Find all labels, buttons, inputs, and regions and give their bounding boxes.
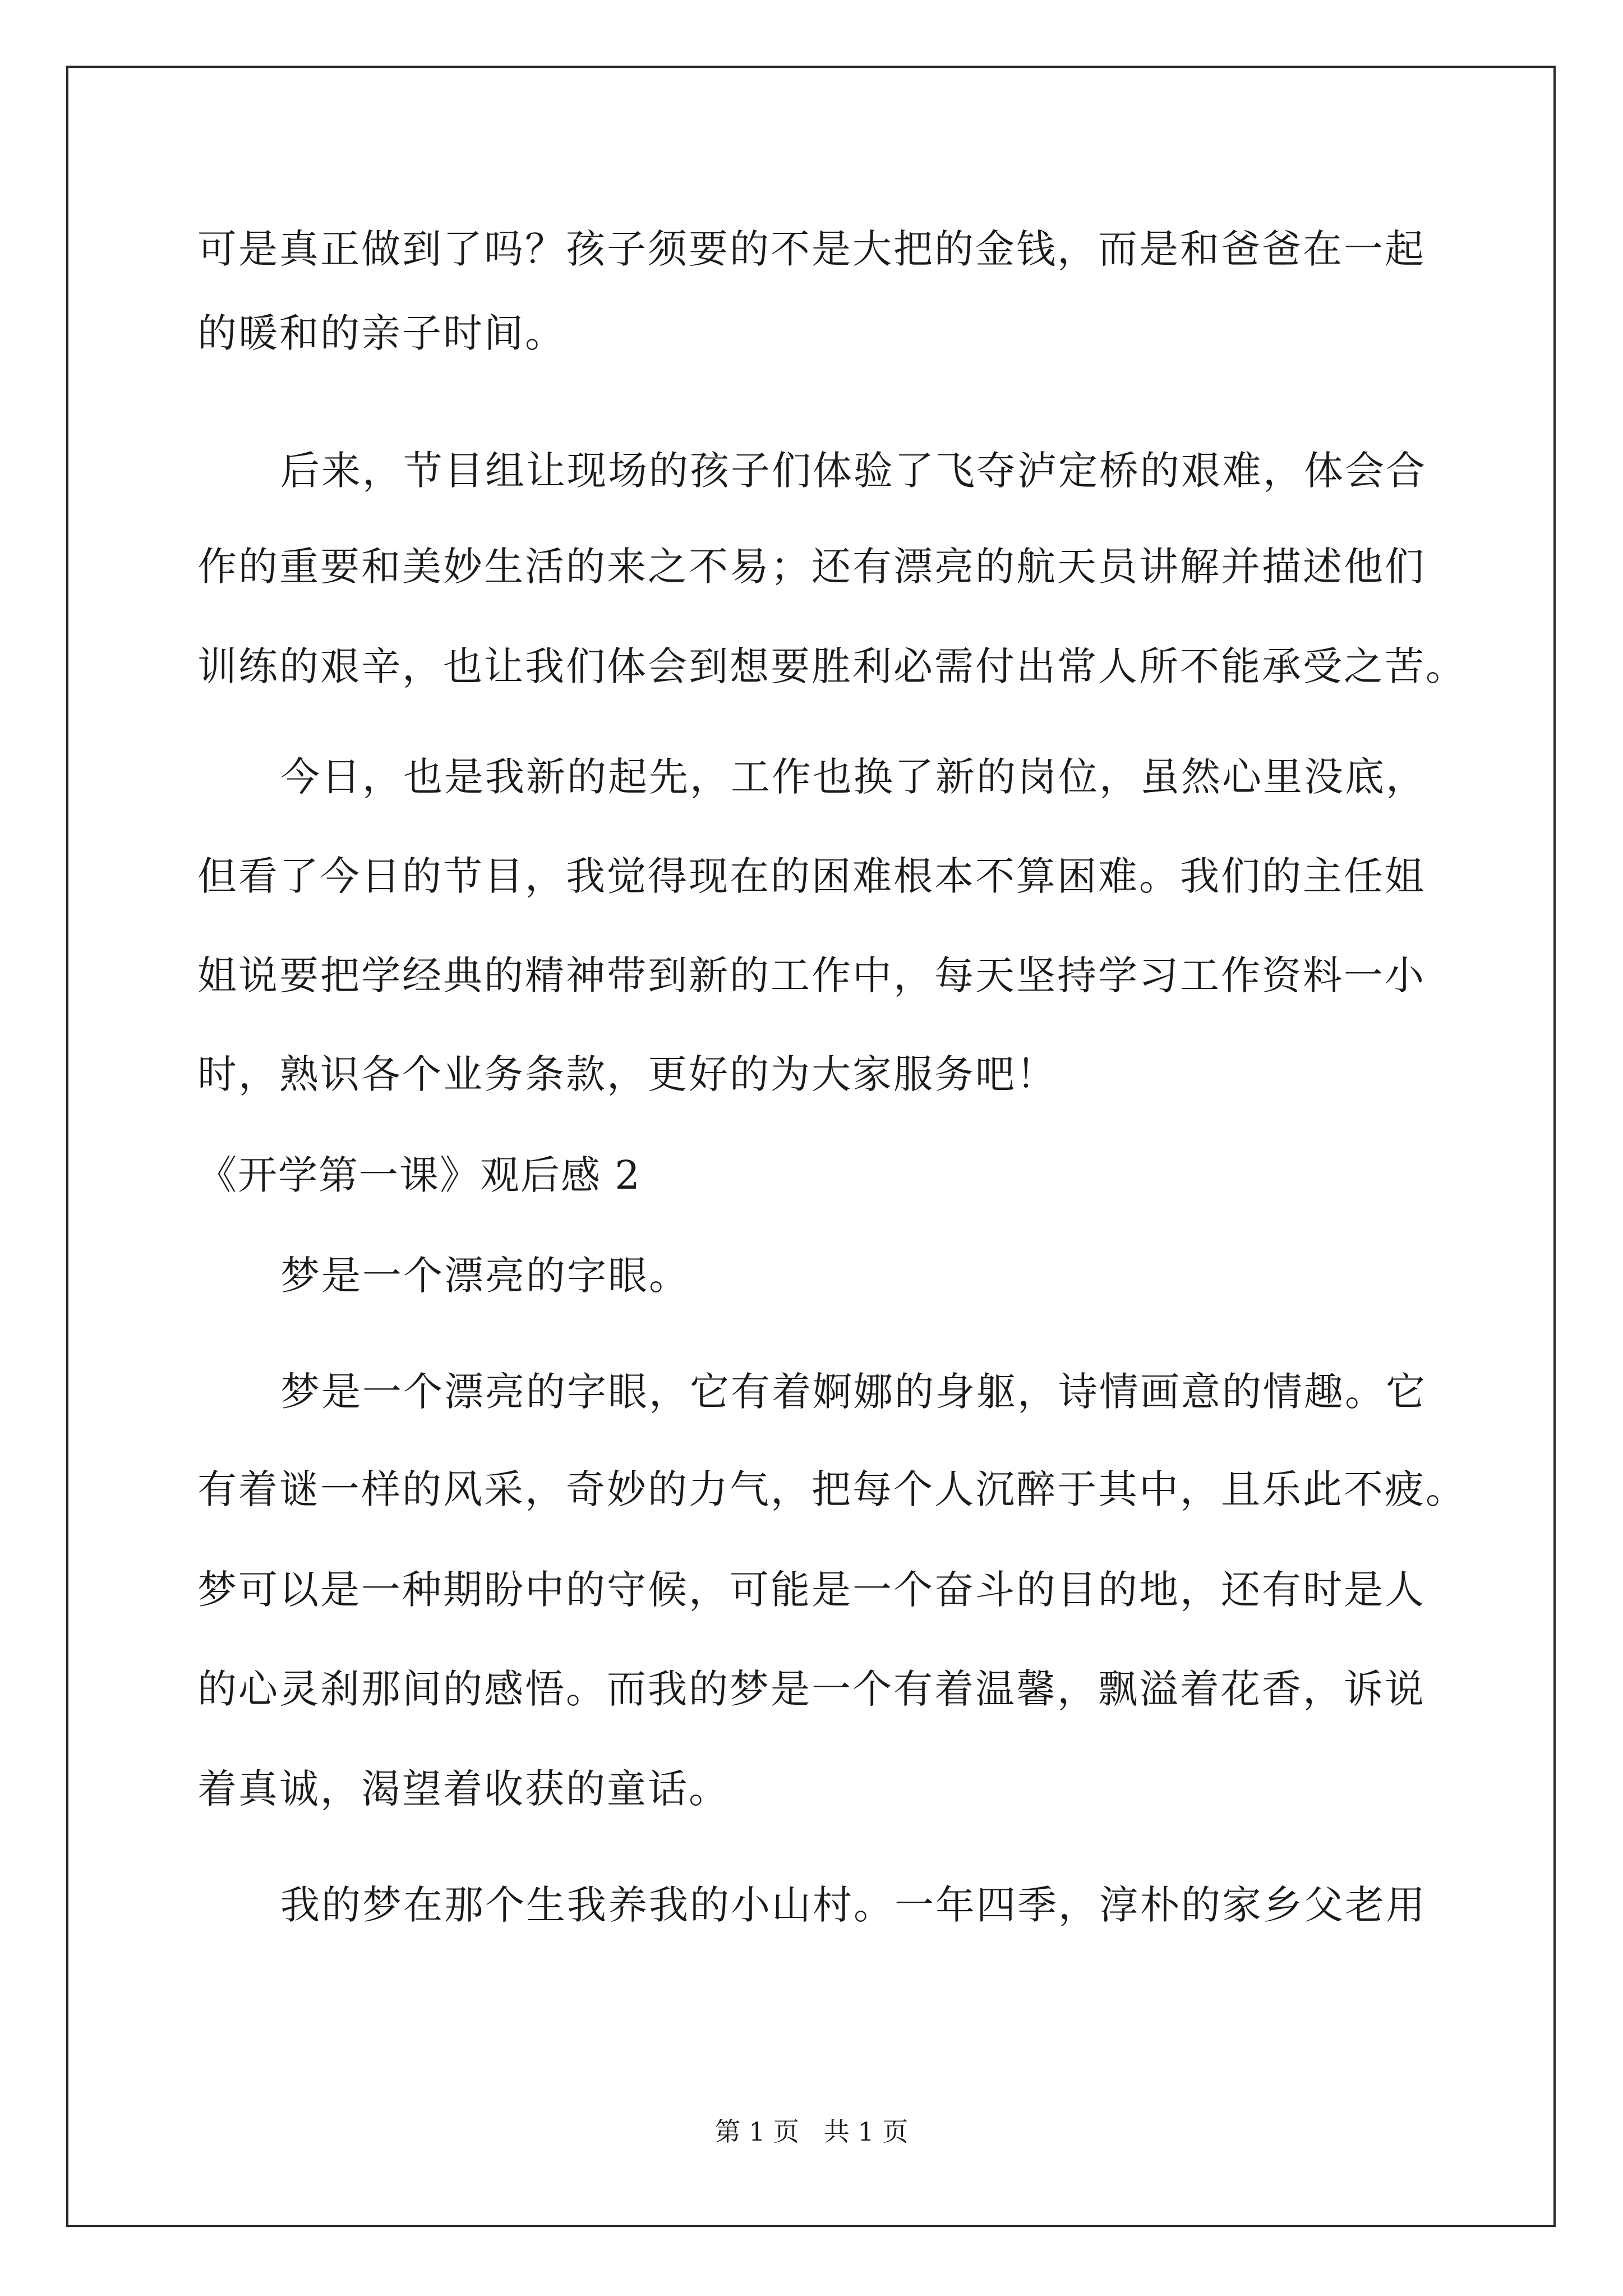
text-line: 作的重要和美妙生活的来之不易；还有漂亮的航天员讲解并描述他们: [197, 544, 1426, 590]
section-heading: 《开学第一课》观后感 2: [197, 1152, 641, 1198]
page-footer: 第 1 页 共 1 页: [714, 2116, 909, 2147]
text-line: 时，熟识各个业务条款，更好的为大家服务吧！: [197, 1051, 1057, 1097]
text-line: 今日，也是我新的起先，工作也换了新的岗位，虽然心里没底，: [280, 754, 1427, 800]
text-line: 我的梦在那个生我养我的小山村。一年四季，淳朴的家乡父老用: [280, 1882, 1427, 1928]
text-line: 但看了今日的节目，我觉得现在的困难根本不算困难。我们的主任姐: [197, 853, 1426, 899]
text-line: 的暖和的亲子时间。: [197, 310, 566, 356]
text-line: 可是真正做到了吗？孩子须要的不是大把的金钱，而是和爸爸在一起: [197, 226, 1426, 272]
text-line: 着真诚，渴望着收获的童话。: [197, 1766, 730, 1812]
text-line: 训练的艰辛，也让我们体会到想要胜利必需付出常人所不能承受之苦。: [197, 643, 1467, 689]
text-line: 姐说要把学经典的精神带到新的工作中，每天坚持学习工作资料一小: [197, 953, 1426, 999]
text-line: 后来，节目组让现场的孩子们体验了飞夺泸定桥的艰难，体会合: [280, 448, 1427, 494]
text-line: 梦是一个漂亮的字眼。: [280, 1253, 690, 1299]
text-line: 有着谜一样的风采，奇妙的力气，把每个人沉醉于其中，且乐此不疲。: [197, 1466, 1467, 1512]
text-line: 梦是一个漂亮的字眼，它有着婀娜的身躯，诗情画意的情趣。它: [280, 1369, 1427, 1415]
text-line: 梦可以是一种期盼中的守候，可能是一个奋斗的目的地，还有时是人: [197, 1567, 1426, 1613]
text-line: 的心灵刹那间的感悟。而我的梦是一个有着温馨，飘溢着花香，诉说: [197, 1666, 1426, 1712]
